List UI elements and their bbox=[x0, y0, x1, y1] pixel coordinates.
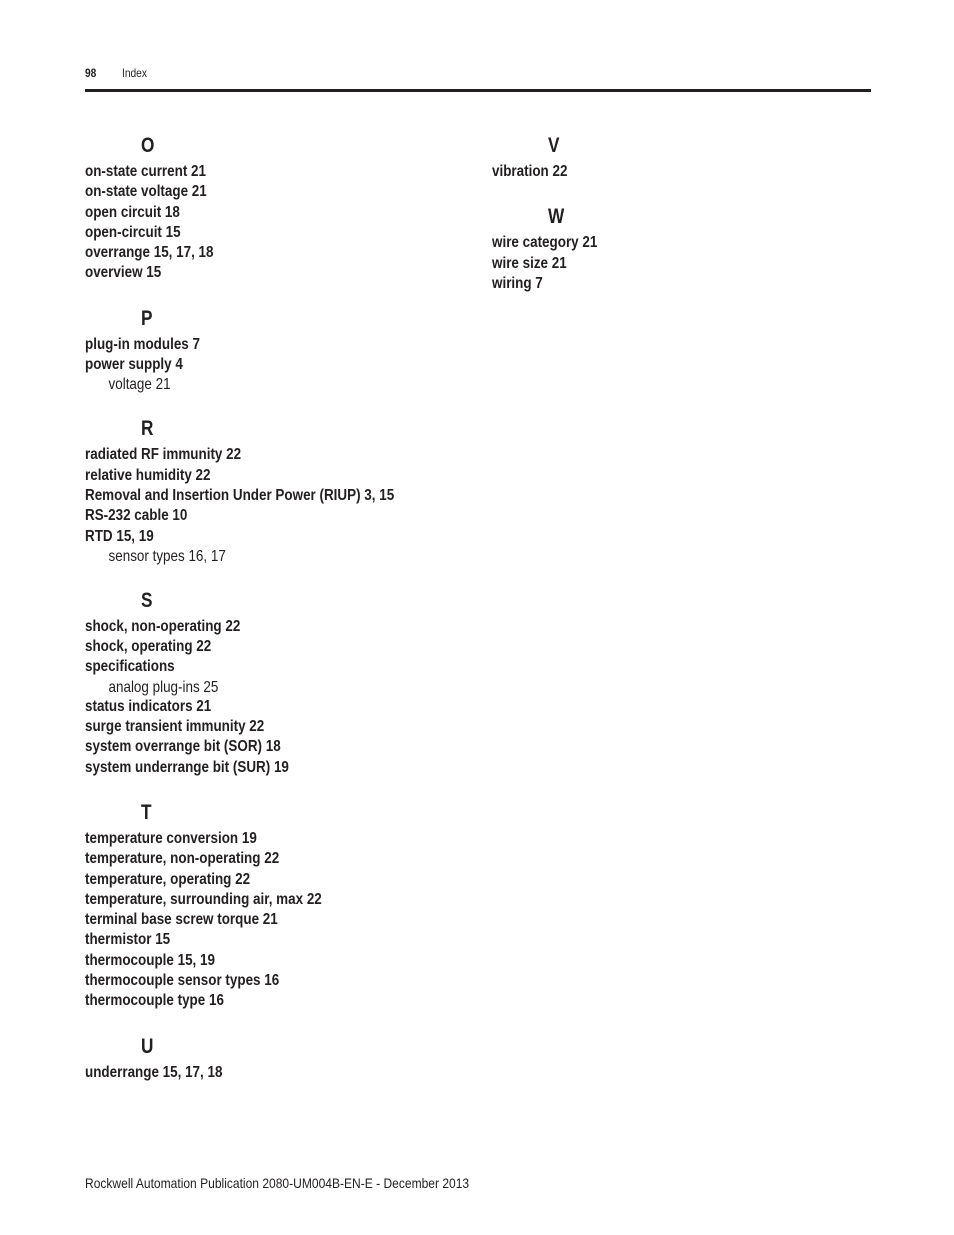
index-column-left bbox=[85, 133, 475, 1105]
index-entry: underrange 15, 17, 18 bbox=[85, 1063, 223, 1081]
index-letter-heading: U bbox=[141, 1034, 154, 1058]
index-entry: terminal base screw torque 21 bbox=[85, 911, 278, 929]
index-entry: temperature, non-operating 22 bbox=[85, 850, 280, 868]
index-entry: temperature conversion 19 bbox=[85, 829, 257, 847]
index-entry: overrange 15, 17, 18 bbox=[85, 244, 214, 262]
index-entry: open circuit 18 bbox=[85, 203, 180, 221]
section-name: Index bbox=[122, 66, 147, 80]
index-entry: surge transient immunity 22 bbox=[85, 718, 265, 736]
index-entry: shock, operating 22 bbox=[85, 638, 212, 656]
index-entry: relative humidity 22 bbox=[85, 466, 211, 484]
index-entry: thermocouple type 16 bbox=[85, 992, 224, 1010]
index-entry: system overrange bit (SOR) 18 bbox=[85, 738, 281, 756]
index-letter-heading: S bbox=[141, 588, 153, 612]
index-entry: system underrange bit (SUR) 19 bbox=[85, 758, 289, 776]
index-group-v bbox=[492, 133, 872, 182]
index-entry: RTD 15, 19 bbox=[85, 527, 154, 545]
index-entry: thermistor 15 bbox=[85, 931, 171, 949]
index-entry: on-state voltage 21 bbox=[85, 183, 207, 201]
index-entry: wire category 21 bbox=[492, 234, 598, 252]
index-entry: open-circuit 15 bbox=[85, 223, 181, 241]
index-entry: vibration 22 bbox=[492, 163, 568, 180]
index-entry: wiring 7 bbox=[492, 274, 543, 292]
publication-footer: Rockwell Automation Publication 2080-UM004B-EN-E - December 2013 bbox=[85, 1175, 470, 1191]
index-entry: shock, non-operating 22 bbox=[85, 617, 241, 635]
index-letter-heading: V bbox=[548, 134, 560, 157]
index-entry: status indicators 21 bbox=[85, 697, 212, 715]
index-entry: radiated RF immunity 22 bbox=[85, 446, 242, 464]
index-entry: thermocouple sensor types 16 bbox=[85, 972, 280, 990]
index-entry: specifications bbox=[85, 658, 175, 676]
index-entry: wire size 21 bbox=[492, 254, 567, 272]
index-letter-heading: W bbox=[548, 205, 565, 229]
index-entry: plug-in modules 7 bbox=[85, 335, 200, 353]
index-subentry: analog plug-ins 25 bbox=[108, 678, 219, 696]
index-entry: temperature, operating 22 bbox=[85, 870, 251, 888]
index-letter-heading: P bbox=[141, 306, 153, 330]
index-group-p bbox=[85, 306, 475, 395]
index-letter-heading: O bbox=[141, 134, 155, 157]
page-number: 98 bbox=[85, 66, 97, 80]
index-entry: RS-232 cable 10 bbox=[85, 507, 188, 525]
index-group-s bbox=[85, 588, 475, 778]
index-group-t bbox=[85, 800, 475, 1012]
index-entry: overview 15 bbox=[85, 264, 162, 282]
index-entry: on-state current 21 bbox=[85, 163, 206, 180]
index-group-o bbox=[85, 133, 475, 284]
index-group-r bbox=[85, 416, 475, 565]
index-group-w bbox=[492, 204, 872, 294]
index-entry: Removal and Insertion Under Power (RIUP) 3, 15 bbox=[85, 486, 395, 504]
index-entry: thermocouple 15, 19 bbox=[85, 951, 215, 969]
index-letter-heading: T bbox=[141, 800, 152, 824]
index-letter-heading: R bbox=[141, 417, 154, 441]
index-entry: temperature, surrounding air, max 22 bbox=[85, 890, 322, 908]
index-entry: power supply 4 bbox=[85, 356, 183, 374]
index-group-u bbox=[85, 1034, 475, 1083]
index-column-right bbox=[492, 133, 872, 316]
index-subentry: sensor types 16, 17 bbox=[108, 547, 226, 565]
index-subentry: voltage 21 bbox=[108, 376, 171, 394]
page-header bbox=[85, 66, 871, 92]
